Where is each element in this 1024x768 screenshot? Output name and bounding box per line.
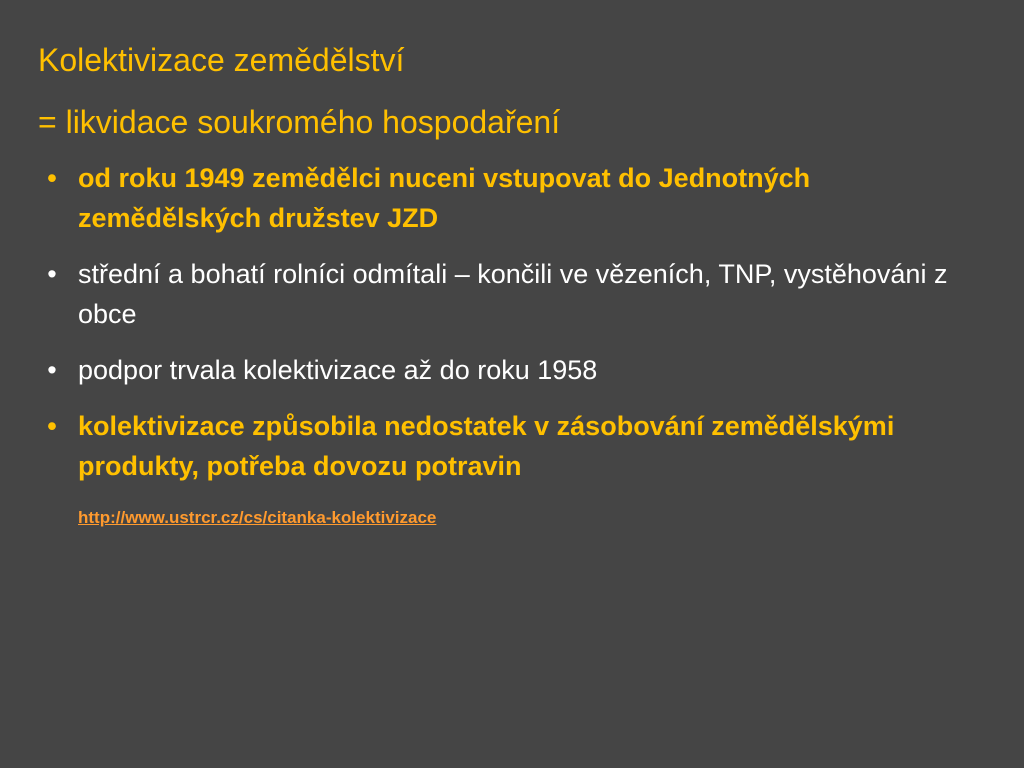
bullet-text-2: střední a bohatí rolníci odmítali – končili ve vězeních, TNP, vystěhováni z obce (78, 259, 948, 329)
slide-content (38, 38, 988, 528)
bullet-item-4 (38, 406, 988, 486)
bullet-dot-icon: • (47, 163, 57, 193)
bullet-item-2 (38, 254, 988, 334)
slide-subtitle: = likvidace soukromého hospodaření (38, 104, 561, 140)
bullet-item-3 (38, 350, 988, 390)
slide-title: Kolektivizace zemědělství (38, 42, 405, 78)
bullet-list (38, 158, 988, 486)
bullet-dot-icon: • (47, 355, 57, 385)
bullet-text-4: kolektivizace způsobila nedostatek v zásobování zemědělskými produkty, potřeba dovozu potravin (78, 411, 895, 481)
bullet-text-1: od roku 1949 zemědělci nuceni vstupovat do Jednotných zemědělských družstev JZD (78, 163, 811, 233)
source-link[interactable]: http://www.ustrcr.cz/cs/citanka-kolektivizace (78, 508, 437, 527)
bullet-dot-icon: • (47, 411, 57, 441)
bullet-text-3: podpor trvala kolektivizace až do roku 1958 (78, 355, 598, 385)
link-row (38, 508, 988, 528)
bullet-item-1 (38, 158, 988, 238)
bullet-dot-icon: • (47, 259, 57, 289)
